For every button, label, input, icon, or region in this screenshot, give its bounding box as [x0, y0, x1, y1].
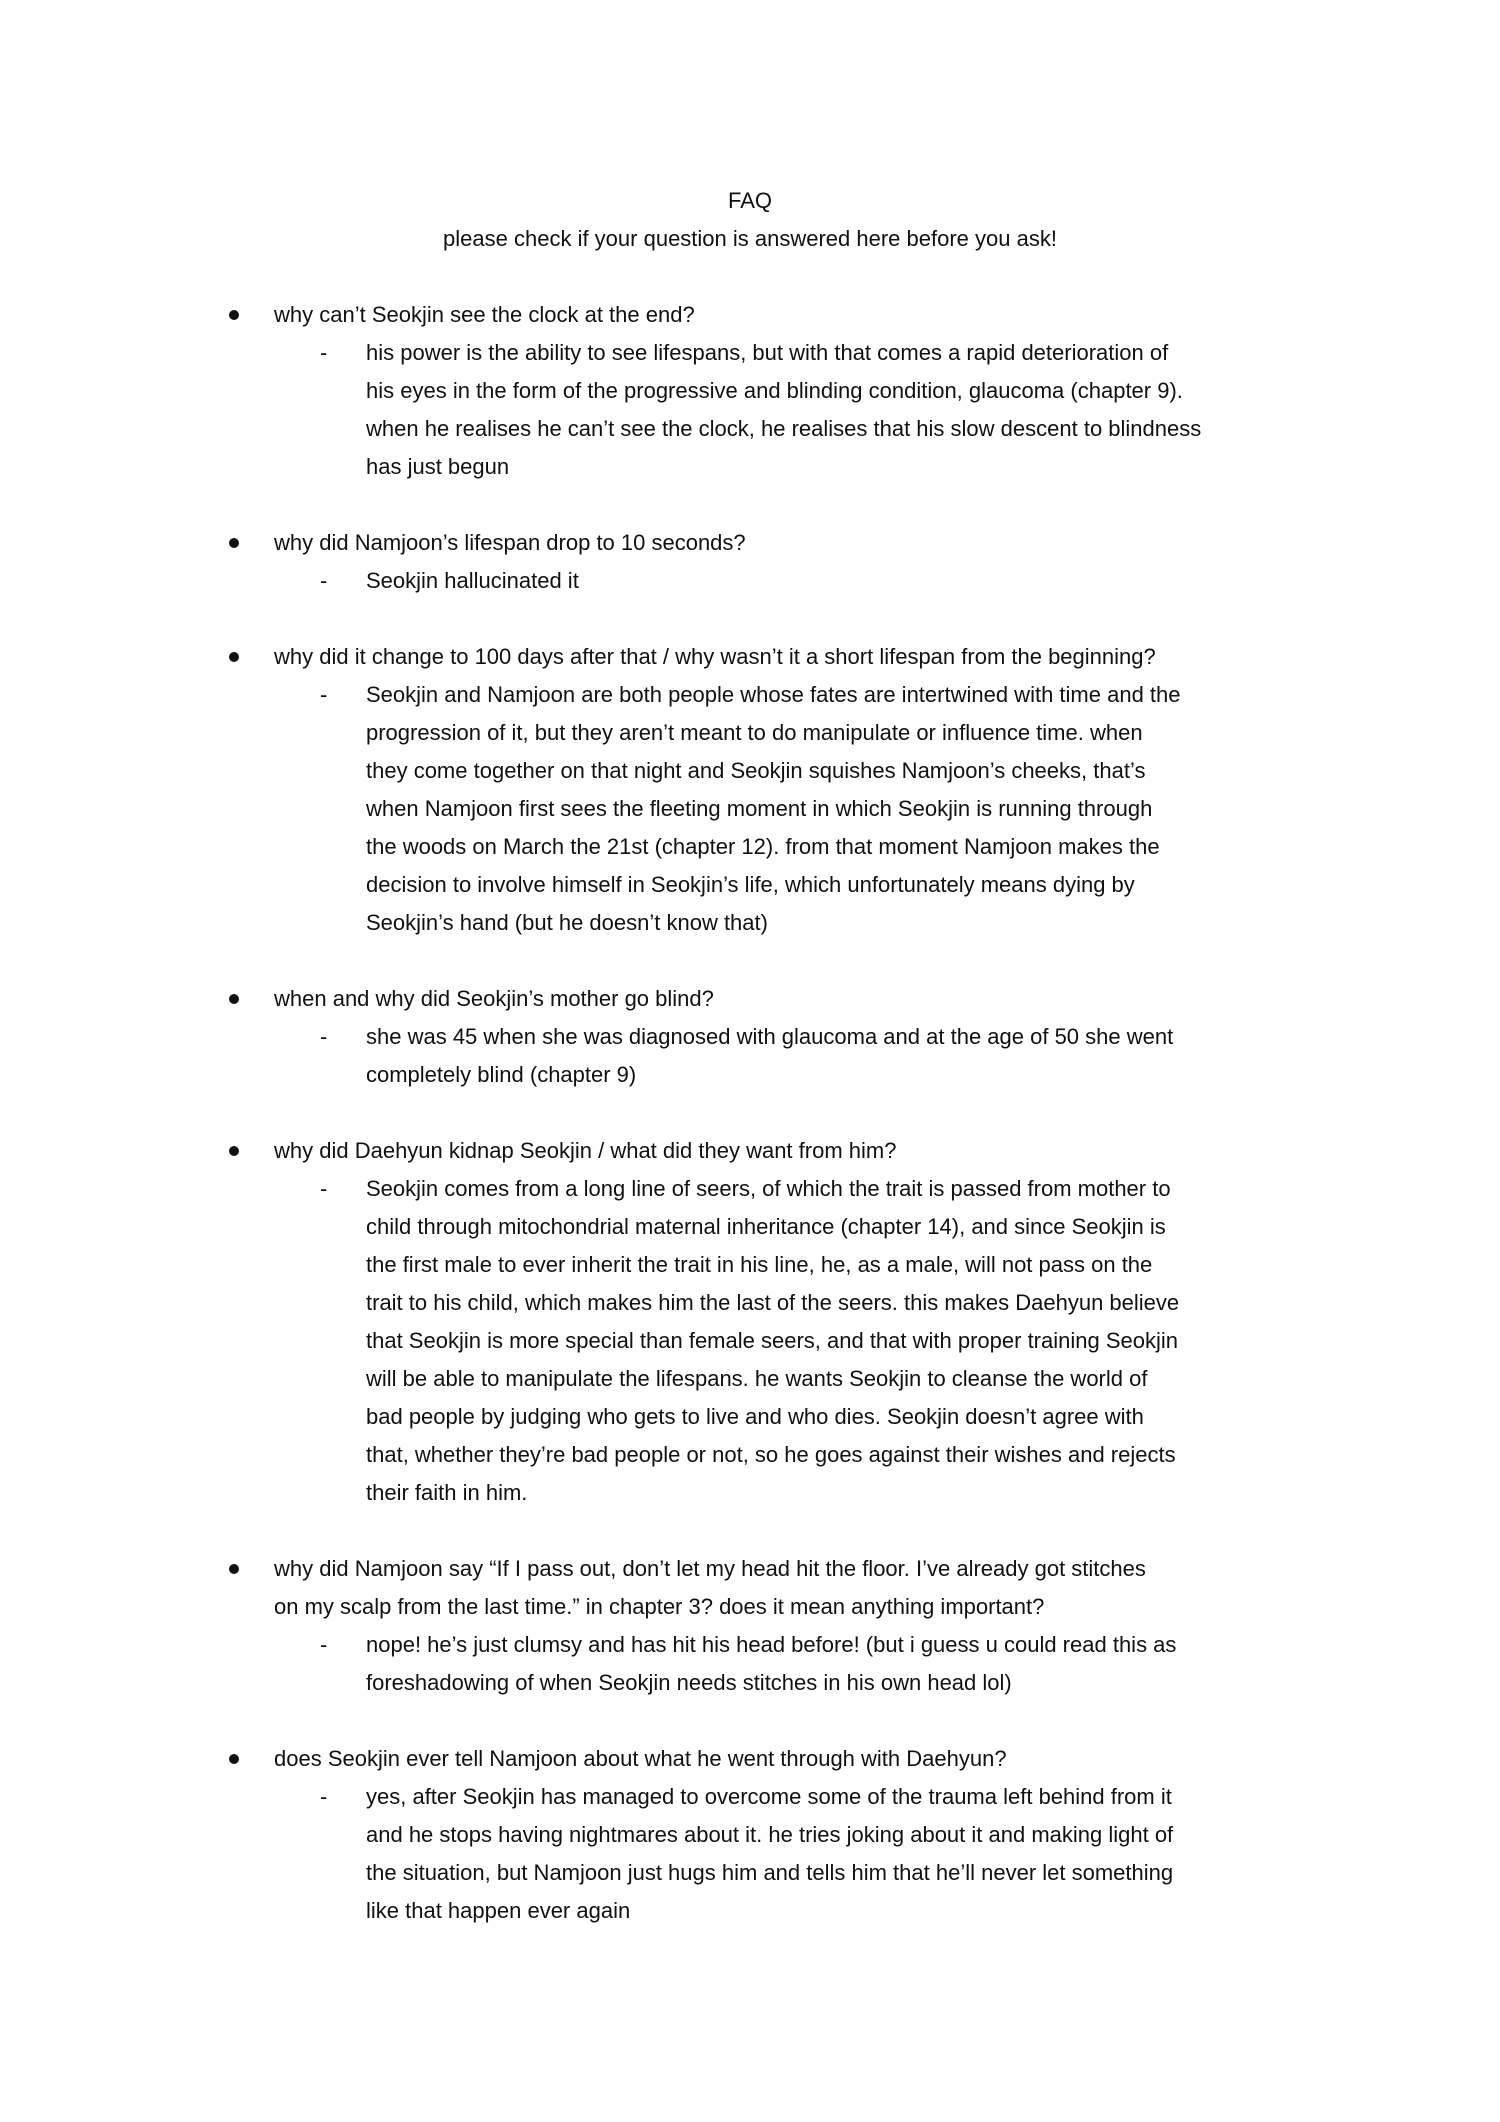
faq-item	[0, 1550, 1500, 1702]
answer-line: Seokjin’s hand (but he doesn’t know that)	[366, 910, 768, 935]
faq-question	[0, 296, 1500, 334]
question-line: why did Namjoon say “If I pass out, don’t let my head hit the floor. I’ve already got stitches	[274, 1556, 1146, 1581]
question-line: why did Namjoon’s lifespan drop to 10 seconds?	[274, 530, 746, 555]
answer-line: Seokjin comes from a long line of seers, of which the trait is passed from mother to	[366, 1176, 1171, 1201]
faq-list	[0, 296, 1500, 1968]
bullet-icon	[229, 1754, 239, 1764]
answer-line: his eyes in the form of the progressive and blinding condition, glaucoma (chapter 9).	[366, 378, 1183, 403]
bullet-icon	[229, 310, 239, 320]
faq-answer	[0, 676, 1500, 942]
bullet-icon	[229, 994, 239, 1004]
question-line: why did Daehyun kidnap Seokjin / what did they want from him?	[274, 1138, 897, 1163]
answer-line: like that happen ever again	[366, 1898, 631, 1923]
answer-line: their faith in him.	[366, 1480, 528, 1505]
answer-line: yes, after Seokjin has managed to overcome some of the trauma left behind from it	[366, 1784, 1172, 1809]
faq-answer	[0, 562, 1500, 600]
faq-answer	[0, 1778, 1500, 1930]
answer-line: nope! he’s just clumsy and has hit his head before! (but i guess u could read this as	[366, 1632, 1177, 1657]
question-line: why did it change to 100 days after that / why wasn’t it a short lifespan from the beginning?	[274, 644, 1156, 669]
answer-line: the situation, but Namjoon just hugs him and tells him that he’ll never let something	[366, 1860, 1174, 1885]
question-line: does Seokjin ever tell Namjoon about what he went through with Daehyun?	[274, 1746, 1007, 1771]
faq-item	[0, 980, 1500, 1094]
bullet-icon	[229, 538, 239, 548]
answer-line: when he realises he can’t see the clock, he realises that his slow descent to blindness	[366, 416, 1202, 441]
dash-marker: -	[320, 682, 328, 707]
answer-line: the first male to ever inherit the trait in his line, he, as a male, will not pass on the	[366, 1252, 1153, 1277]
question-line: when and why did Seokjin’s mother go blind?	[274, 986, 714, 1011]
answer-line: child through mitochondrial maternal inheritance (chapter 14), and since Seokjin is	[366, 1214, 1166, 1239]
answer-line: trait to his child, which makes him the last of the seers. this makes Daehyun believe	[366, 1290, 1180, 1315]
dash-marker: -	[320, 1024, 328, 1049]
answer-line: Seokjin hallucinated it	[366, 568, 579, 593]
bullet-icon	[229, 652, 239, 662]
faq-item	[0, 638, 1500, 942]
answer-line: they come together on that night and Seokjin squishes Namjoon’s cheeks, that’s	[366, 758, 1146, 783]
faq-item	[0, 296, 1500, 486]
dash-marker: -	[320, 1632, 328, 1657]
faq-question	[0, 1740, 1500, 1778]
answer-line: has just begun	[366, 454, 510, 479]
answer-line: when Namjoon first sees the fleeting moment in which Seokjin is running through	[366, 796, 1153, 821]
dash-marker: -	[320, 568, 328, 593]
answer-line: that, whether they’re bad people or not, so he goes against their wishes and rejects	[366, 1442, 1176, 1467]
answer-line: she was 45 when she was diagnosed with glaucoma and at the age of 50 she went	[366, 1024, 1174, 1049]
answer-line: the woods on March the 21st (chapter 12). from that moment Namjoon makes the	[366, 834, 1160, 859]
faq-item	[0, 524, 1500, 600]
dash-marker: -	[320, 340, 328, 365]
answer-line: his power is the ability to see lifespans, but with that comes a rapid deterioration of	[366, 340, 1169, 365]
question-line: on my scalp from the last time.” in chapter 3? does it mean anything important?	[274, 1594, 1045, 1619]
faq-question	[0, 1132, 1500, 1170]
answer-line: foreshadowing of when Seokjin needs stitches in his own head lol)	[366, 1670, 1012, 1695]
answer-line: that Seokjin is more special than female seers, and that with proper training Seokjin	[366, 1328, 1178, 1353]
dash-marker: -	[320, 1176, 328, 1201]
faq-answer	[0, 334, 1500, 486]
answer-line: decision to involve himself in Seokjin’s life, which unfortunately means dying by	[366, 872, 1135, 897]
question-line: why can’t Seokjin see the clock at the end?	[274, 302, 695, 327]
dash-marker: -	[320, 1784, 328, 1809]
answer-line: progression of it, but they aren’t meant to do manipulate or influence time. when	[366, 720, 1143, 745]
answer-line: completely blind (chapter 9)	[366, 1062, 637, 1087]
faq-question	[0, 980, 1500, 1018]
faq-answer	[0, 1018, 1500, 1094]
faq-answer	[0, 1170, 1500, 1512]
answer-line: bad people by judging who gets to live and who dies. Seokjin doesn’t agree with	[366, 1404, 1144, 1429]
answer-line: will be able to manipulate the lifespans. he wants Seokjin to cleanse the world of	[366, 1366, 1148, 1391]
faq-item	[0, 1740, 1500, 1930]
faq-question	[0, 638, 1500, 676]
answer-line: Seokjin and Namjoon are both people whose fates are intertwined with time and the	[366, 682, 1181, 707]
faq-answer	[0, 1626, 1500, 1702]
page-title: FAQ	[727, 188, 772, 213]
bullet-icon	[229, 1146, 239, 1156]
bullet-icon	[229, 1564, 239, 1574]
faq-question	[0, 524, 1500, 562]
faq-question	[0, 1550, 1500, 1626]
faq-item	[0, 1132, 1500, 1512]
page-subtitle: please check if your question is answered here before you ask!	[443, 226, 1057, 251]
answer-line: and he stops having nightmares about it. he tries joking about it and making light of	[366, 1822, 1174, 1847]
